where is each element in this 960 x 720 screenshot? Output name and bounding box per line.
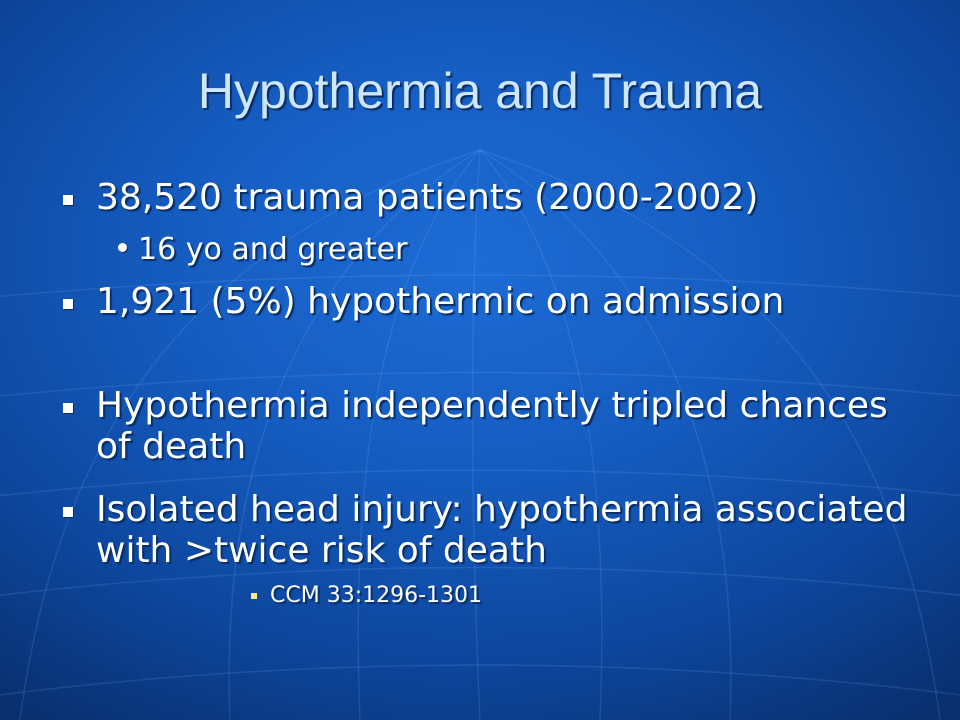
small-square-bullet-icon	[251, 593, 257, 599]
slide-title: Hypothermia and Trauma	[197, 63, 763, 119]
square-bullet-icon	[63, 299, 73, 309]
square-bullet-icon	[63, 195, 73, 205]
citation: CCM 33:1296-1301	[270, 583, 483, 608]
bullet-trauma-patients: 38,520 trauma patients (2000-2002)	[96, 177, 759, 218]
bullet-hypothermic-admission: 1,921 (5%) hypothermic on admission	[96, 281, 785, 322]
bullet-head-injury: Isolated head injury: hypothermia associated with >twice risk of death	[96, 489, 908, 571]
square-bullet-icon	[63, 507, 73, 517]
round-bullet-icon	[118, 243, 127, 252]
square-bullet-icon	[63, 403, 73, 413]
bullet-tripled-death: Hypothermia independently tripled chances of death	[96, 385, 888, 467]
sub-bullet-age: 16 yo and greater	[138, 232, 408, 267]
